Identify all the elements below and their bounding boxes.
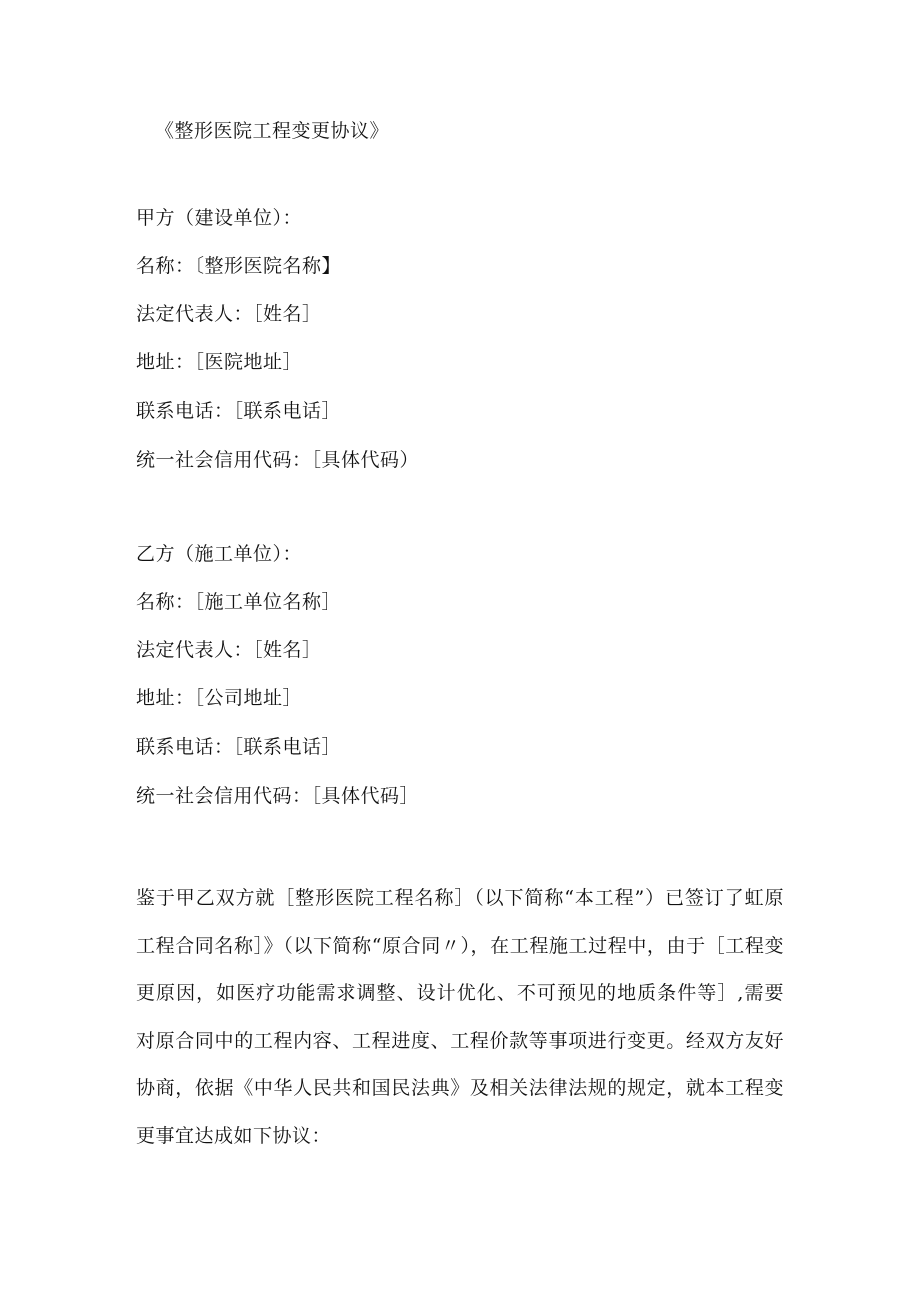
preamble-paragraph: 鉴于甲乙双方就［整形医院工程名称］（以下简称“本工程”）已签订了虹原工程合同名称］》（以下简称“原合同〃），在工程施工过程中，由于［工程变更原因，如医疗功能需求调整、设计优化、不可预见的地质条件等］,需要对原合同中的工程内容、工程进度、工程价款等事项进行变更。经双方友好协商，依据《中华人民共和国民法典》及相关法律法规的规定，就本工程变更事宜达成如下协议： [136,887,784,1147]
party-b-credit-code: 统一社会信用代码：［具体代码］ [136,785,420,807]
party-a-name: 名称：〔整形医院名称】 [136,255,342,277]
party-a-credit-code: 统一社会信用代码：［具体代码） [136,449,420,471]
document-title: 《整形医院工程变更协议》 [155,120,390,142]
party-a-phone: 联系电话：［联系电话］ [136,400,342,422]
party-b-phone: 联系电话：［联系电话］ [136,736,342,758]
party-b-heading: 乙方（施工单位）： [136,543,303,565]
party-a-heading: 甲方（建设单位）： [136,207,303,229]
party-a-address: 地址：［医院地址］ [136,351,303,373]
party-b-legal-rep: 法定代表人：［姓名］ [136,639,322,661]
party-b-address: 地址：［公司地址］ [136,687,303,709]
party-a-legal-rep: 法定代表人：［姓名］ [136,303,322,325]
party-b-name: 名称：［施工单位名称］ [136,591,342,613]
